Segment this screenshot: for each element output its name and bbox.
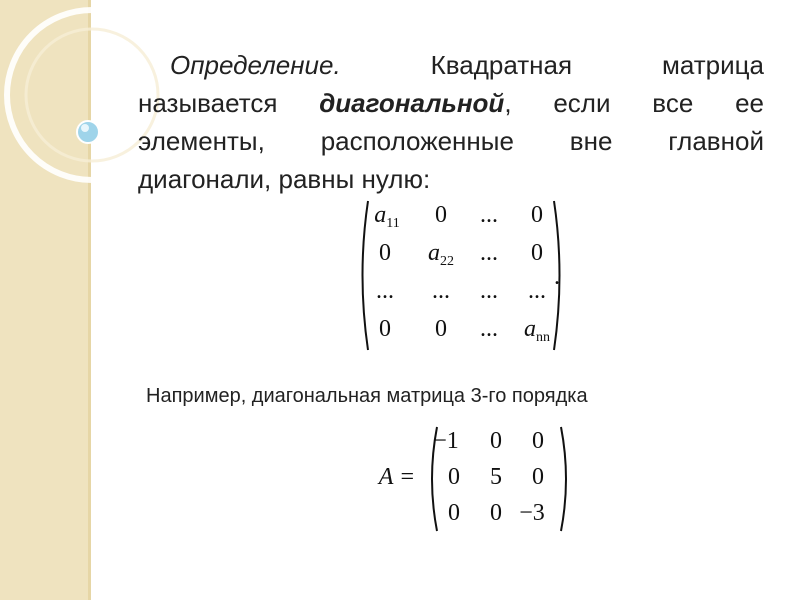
matrix-cell: ... [480,202,498,228]
word: ее [735,88,764,118]
example-text: Например, диагональная матрица 3-го порядка [146,385,588,407]
matrix-cell: ... [528,278,546,304]
word: главной [668,126,764,156]
matrix-cell: −3 [519,500,545,526]
matrix-cell: ... [480,240,498,266]
term-group [319,88,511,119]
word: если [553,88,611,118]
comma: , [504,88,512,118]
example-matrix [380,424,580,534]
matrix-cell: 0 [531,240,543,266]
definition-line-4: диагонали, равны нулю: [138,164,431,194]
word: вне [569,126,613,156]
matrix-cell: 0 [379,316,391,342]
definition-label: Определение. [170,50,341,80]
matrix-cell: 5 [490,464,502,490]
word: называется [138,88,278,118]
matrix-cell: ... [432,278,450,304]
matrix-period: . [554,264,560,290]
general-diagonal-matrix [355,198,585,353]
matrix-cell: 0 [490,428,502,454]
matrix-cell: 0 [490,500,502,526]
matrix-cell: ... [376,278,394,304]
matrix-cell: 0 [532,464,544,490]
word: все [652,88,694,118]
diagonal-term: диагональной [319,88,505,118]
definition-line-2 [138,88,764,119]
matrix-cell: $a_{22}$ [428,240,454,269]
matrix-name: A = [378,464,416,490]
matrix-cell: 0 [448,500,460,526]
matrix-cell: −1 [433,428,459,454]
word: Квадратная [430,50,573,80]
matrix-cell: 0 [435,202,447,228]
matrix-cell: 0 [448,464,460,490]
definition-line-3 [138,126,764,157]
matrix-cell: $a_{nn}$ [524,316,550,345]
matrix-cell: 0 [531,202,543,228]
matrix-cell: ... [480,278,498,304]
matrix-cell: 0 [532,428,544,454]
matrix-cell: 0 [435,316,447,342]
definition-line-1 [138,50,764,81]
word: элементы, [138,126,265,156]
matrix-cell: 0 [379,240,391,266]
matrix-cell: $a_{11}$ [374,202,400,231]
matrix-cell: ... [480,316,498,342]
word: матрица [661,50,764,80]
word: расположенные [320,126,514,156]
